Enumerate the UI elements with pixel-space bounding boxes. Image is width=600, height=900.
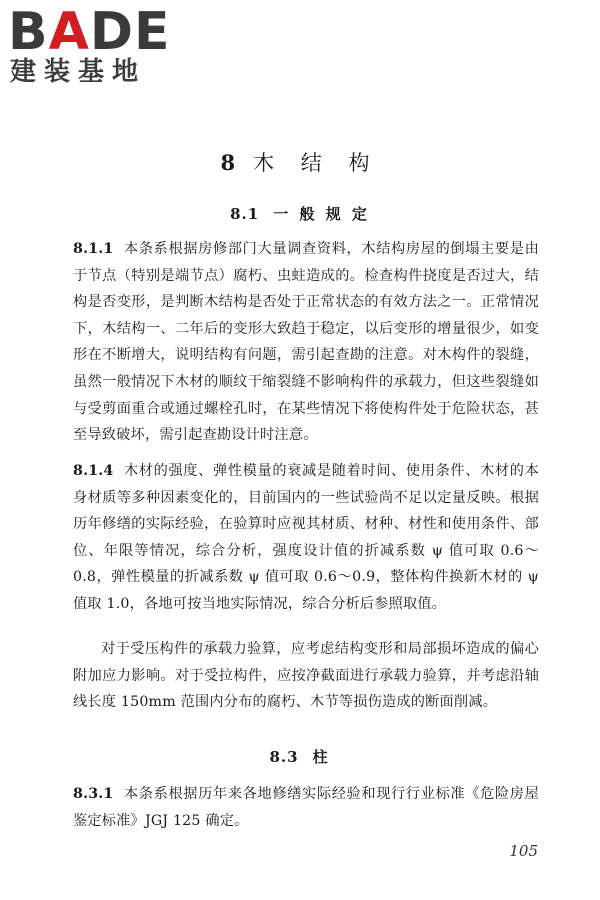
chapter-title-text: 木 结 构 — [253, 151, 380, 175]
section-heading — [0, 745, 600, 769]
section-number: 8.3 — [269, 748, 299, 766]
section-title: 柱 — [312, 748, 331, 766]
paragraph-text: 对于受压构件的承载力验算，应考虑结构变形和局部损坏造成的偏心附加应力影响。对于受拉构件，应按净截面进行承载力验算，并考虑沿轴线长度 150mm 范围内分布的腐朽、木节等损伤造成的断面削减。 — [73, 641, 539, 711]
paragraph — [73, 636, 539, 716]
bade-logo — [8, 4, 178, 88]
clause-text: 本条系根据房修部门大量调查资料，木结构房屋的倒塌主要是由于节点（特别是端节点）腐朽、虫蛀造成的。检查构件挠度是否过大，结构是否变形，是判断木结构是否处于正常状态的有效方法之一。正常情况下，木结构一、二年后的变形大致趋于稳定，以后变形的增量很少，如变形在不断增大，说明结构有问题，需引起查勘的注意。对木构件的裂缝，虽然一般情况下木材的顺纹干缩裂缝不影响构件的承载力，但这些裂缝如与受剪面重合或通过螺栓孔时，在某些情况下将使构件处于危险状态，甚至导致破坏，需引起查勘设计时注意。 — [73, 241, 539, 444]
page-number: 105 — [509, 842, 538, 860]
section-number: 8.1 — [230, 205, 260, 223]
chapter-title — [0, 148, 600, 178]
section-title: 一 般 规 定 — [273, 205, 370, 223]
clause-8-1-1 — [73, 236, 539, 449]
logo-subtitle: 建装基地 — [10, 57, 147, 87]
clause-8-1-4 — [73, 458, 539, 618]
clause-number: 8.3.1 — [73, 786, 114, 802]
chapter-number: 8 — [220, 150, 246, 175]
clause-text: 木材的强度、弹性模量的衰减是随着时间、使用条件、木材的本身材质等多种因素变化的，目前国内的一些试验尚不足以定量反映。根据历年修缮的实际经验，在验算时应视其材质、材种、材性和使用条件、部位、年限等情况，综合分析，强度设计值的折减系数 ψ 值可取 0.6～0.8，弹性模量的折减系数 ψ 值可取 0.6～0.9，整体构件换新木材的 ψ 值取 1.0，各地可按当地实际情况，综合分析后参照取值。 — [73, 463, 539, 612]
clause-number: 8.1.4 — [73, 463, 114, 479]
logo-wordmark: BADE — [8, 2, 171, 62]
clause-text: 本条系根据历年来各地修缮实际经验和现行行业标准《危险房屋鉴定标准》JGJ 125 确定。 — [73, 786, 539, 829]
clause-8-3-1 — [73, 781, 539, 834]
clause-number: 8.1.1 — [73, 241, 114, 257]
section-heading — [0, 202, 600, 226]
